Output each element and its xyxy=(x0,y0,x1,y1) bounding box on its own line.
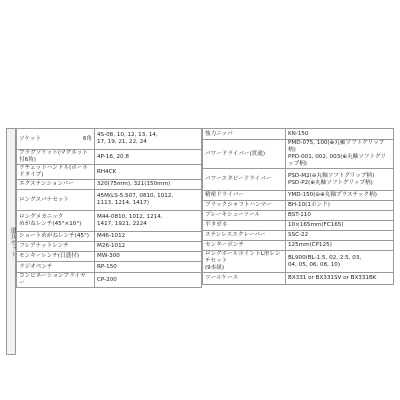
table-row xyxy=(17,273,202,288)
tool-spec: 4P-16, 20.8 xyxy=(95,150,202,165)
tool-spec: BST-110 xyxy=(286,211,394,221)
table-row xyxy=(17,129,202,150)
tool-spec: RP-150 xyxy=(95,262,202,273)
tool-name: ソケット xyxy=(19,135,42,142)
tool-name-cell xyxy=(17,150,95,165)
table-row xyxy=(203,191,394,201)
tool-name-cell xyxy=(17,262,95,273)
table-row xyxy=(17,165,202,180)
tool-name-wrap xyxy=(19,233,92,240)
tool-qty xyxy=(90,150,92,164)
tool-name: 平タガネ xyxy=(203,221,286,231)
tool-name: ラジオペンチ xyxy=(19,263,53,270)
right-spec-table xyxy=(202,128,394,285)
tool-name: エクステンションバー xyxy=(19,181,74,187)
tool-name: モンキーレンチ(日盛付) xyxy=(19,253,80,259)
table-row xyxy=(203,251,394,273)
tool-spec: SSC-22 xyxy=(286,231,394,241)
tool-qty: 6角 xyxy=(82,135,92,142)
table-row xyxy=(203,273,394,285)
tool-spec: KN-150 xyxy=(286,129,394,140)
table-row xyxy=(17,211,202,232)
table-row xyxy=(203,241,394,251)
left-spec-table xyxy=(16,128,202,288)
tool-name-wrap xyxy=(19,243,92,250)
tool-name: パワードライバー(貫通) xyxy=(203,140,286,169)
tool-spec: M26-1012 xyxy=(95,242,202,252)
tool-name-wrap xyxy=(19,150,92,164)
tool-spec: MW-300 xyxy=(95,252,202,262)
tool-name-cell xyxy=(17,180,95,190)
tool-name-wrap xyxy=(19,181,92,188)
section-label-text: 道具セット xyxy=(9,226,16,257)
table-row xyxy=(203,231,394,241)
tool-spec: 45M(LS-5.507, 0810, 1012, 1113, 1214, 1417) xyxy=(95,190,202,211)
tool-qty xyxy=(90,264,92,271)
tool-spec: BH-10(1ポンド) xyxy=(286,201,394,211)
tool-spec: CP-200 xyxy=(95,273,202,288)
tool-name: ロングボールポイントL形レンチセット (9本組) xyxy=(203,251,286,273)
tool-name: コンビネーションプライヤー xyxy=(19,273,86,286)
table-row xyxy=(17,252,202,262)
table-row xyxy=(17,190,202,211)
tool-spec: PSD-M2(⊖丸軸ソフトグリップ柄) PSD-P2(⊕丸軸ソフトグリップ柄) xyxy=(286,169,394,191)
table-row xyxy=(203,129,394,140)
table-row xyxy=(17,180,202,190)
tool-name: ブレーキシューツール xyxy=(203,211,286,221)
tool-spec: YMD-150(⊖⊕丸軸プラスチック柄) xyxy=(286,191,394,201)
section-label xyxy=(6,128,16,355)
tool-name-cell xyxy=(17,165,95,180)
tool-name: ショートめがねレンチ(45°) xyxy=(19,233,89,239)
tool-name: プラグソケット(マグネット付6角) xyxy=(19,150,88,163)
tool-qty xyxy=(90,233,92,240)
tool-name-wrap xyxy=(19,253,92,260)
tool-name: ロングスパナセット xyxy=(19,196,70,203)
tool-name: 強力ニッパ xyxy=(203,129,286,140)
tool-name: ブラックシャフトハンマー xyxy=(203,201,286,211)
tool-name: ロングメカニック めがねレンチ(45°×10°) xyxy=(19,214,82,227)
tool-name-cell xyxy=(17,211,95,232)
table-row xyxy=(17,242,202,252)
tool-spec: PMD-075, 100(⊕丸軸ソフトグリップ柄) PPD-001, 002, 003(⊕丸軸ソフトグリップ柄) xyxy=(286,140,394,169)
tool-name: ツールケース xyxy=(203,273,286,285)
tool-qty xyxy=(90,253,92,260)
tool-name: 精密ドライバー xyxy=(203,191,286,201)
tool-qty xyxy=(90,181,92,188)
tool-spec: RH4CK xyxy=(95,165,202,180)
tool-name-cell xyxy=(17,129,95,150)
tool-spec: M44-0810, 1012, 1214, 1417, 1921, 2224 xyxy=(95,211,202,232)
tool-name-cell xyxy=(17,232,95,242)
tool-name-cell xyxy=(17,273,95,288)
tool-name-wrap xyxy=(19,197,92,204)
tool-spec: 320(75mm), 321(150mm) xyxy=(95,180,202,190)
table-row xyxy=(17,150,202,165)
tool-name-wrap xyxy=(19,273,92,287)
tool-name: フレアナットレンチ xyxy=(19,243,69,249)
tool-spec: M46-1012 xyxy=(95,232,202,242)
tool-name-cell xyxy=(17,242,95,252)
table-row xyxy=(17,232,202,242)
tool-qty xyxy=(90,165,92,179)
tool-qty xyxy=(90,243,92,250)
table-row xyxy=(203,201,394,211)
tool-spec: 125mm(CP125) xyxy=(286,241,394,251)
tool-qty xyxy=(90,197,92,204)
tool-name-cell xyxy=(17,252,95,262)
tool-name: パワースタビードライバー xyxy=(203,169,286,191)
tool-name-wrap xyxy=(19,136,92,143)
table-row xyxy=(203,211,394,221)
tool-qty xyxy=(90,214,92,228)
tool-name-wrap xyxy=(19,264,92,271)
tool-spec: 4S-08, 10, 12, 13, 14, 17, 19, 21, 22, 24 xyxy=(95,129,202,150)
tool-name-wrap xyxy=(19,214,92,228)
tool-qty xyxy=(90,273,92,287)
tool-name: センターポンチ xyxy=(203,241,286,251)
tool-spec: BL900(BL-1.5, 02, 2.5, 03, 04, 05, 06, 08, 10) xyxy=(286,251,394,273)
tool-name-cell xyxy=(17,190,95,211)
tool-spec: 10×165mm(FC165) xyxy=(286,221,394,231)
tool-name-wrap xyxy=(19,165,92,179)
tool-name: ラチェットハンドル(ホールドタイプ) xyxy=(19,165,88,178)
tool-name: ステンレススクレーパー xyxy=(203,231,286,241)
table-row xyxy=(203,140,394,169)
table-row xyxy=(203,221,394,231)
tool-spec: BX331 or BX331SV or BX331BK xyxy=(286,273,394,285)
table-row xyxy=(17,262,202,273)
table-row xyxy=(203,169,394,191)
